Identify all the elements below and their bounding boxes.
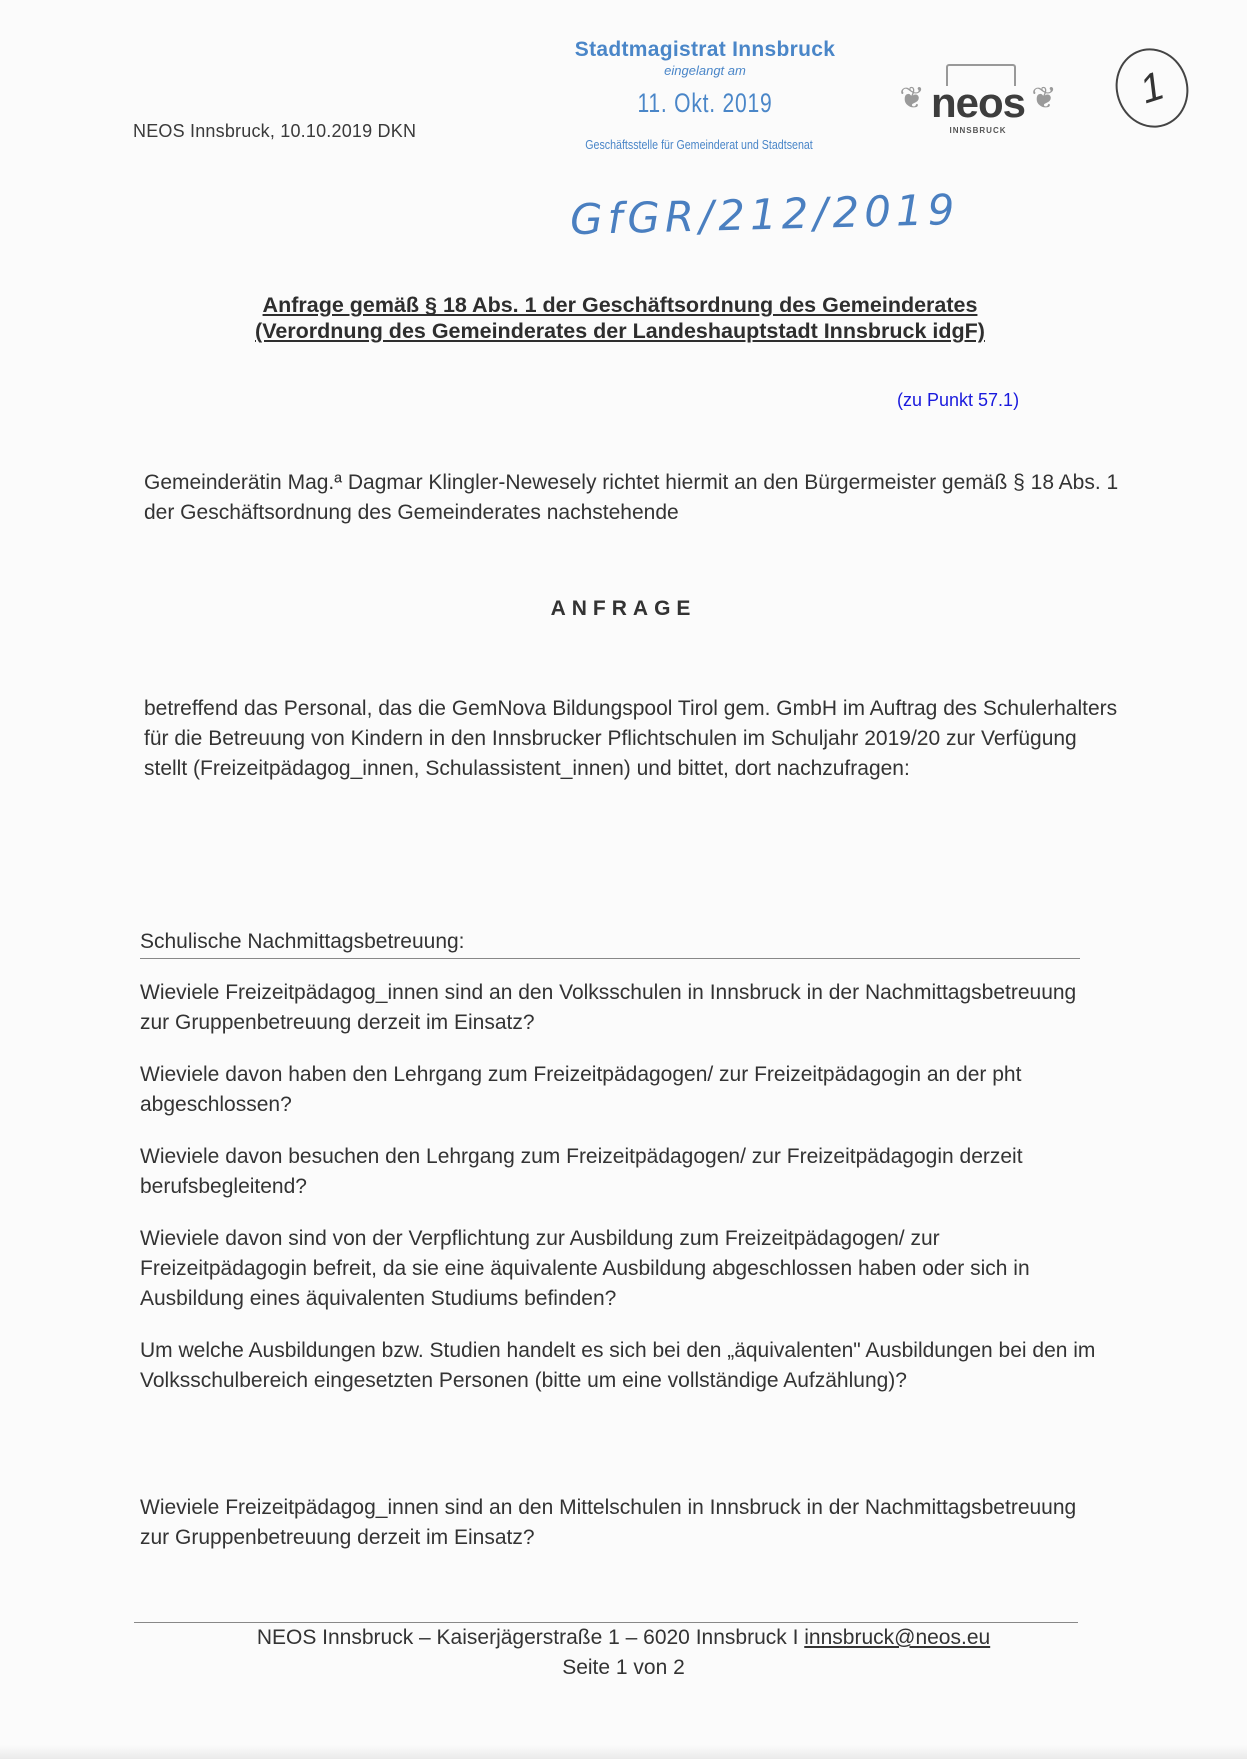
title-line-2: (Verordnung des Gemeinderates der Landeshauptstadt Innsbruck idgF)	[255, 319, 985, 343]
circled-page-number: 1	[1105, 39, 1198, 137]
neos-logo	[898, 60, 1058, 146]
footer-divider	[134, 1622, 1078, 1623]
section-heading: Schulische Nachmittagsbetreuung:	[140, 930, 1080, 959]
question-3: Wieviele davon besuchen den Lehrgang zum Freizeitpädagogen/ zur Freizeitpädagogin derzeit berufsbegleitend?	[140, 1145, 1023, 1198]
question-1: Wieviele Freizeitpädagog_innen sind an den Volksschulen in Innsbruck in der Nachmittagsbetreuung zur Gruppenbetreuung derzeit im Einsatz?	[140, 981, 1077, 1034]
stamp-office: Geschäftsstelle für Gemeinderat und Stadtsenat	[585, 137, 813, 152]
stamp-organization: Stadtmagistrat Innsbruck	[574, 38, 836, 61]
question-4: Wieviele davon sind von der Verpflichtung zur Ausbildung zum Freizeitpädagogen/ zur Freizeitpädagogin befreit, da sie eine äquivalente Ausbildung abgeschlossen haben oder sich in Ausbildung eines äquivalenten Studiums befinden?	[140, 1227, 1030, 1310]
laurel-right-icon: ❦	[1031, 82, 1057, 115]
stamp-received-label: eingelangt am	[664, 63, 746, 78]
scan-edge	[0, 1745, 1247, 1759]
question-2: Wieviele davon haben den Lehrgang zum Freizeitpädagogen/ zur Freizeitpädagogin an der pht abgeschlossen?	[140, 1063, 1022, 1116]
stamp-date: 11. Okt. 2019	[637, 88, 773, 118]
anfrage-heading: ANFRAGE	[550, 597, 697, 620]
handwritten-reference: GfGR/212/2019	[569, 184, 960, 245]
footer-address	[0, 1626, 1247, 1650]
title-line-1: Anfrage gemäß § 18 Abs. 1 der Geschäftsordnung des Gemeinderates	[262, 293, 978, 317]
document-title	[130, 292, 1110, 344]
question-5: Um welche Ausbildungen bzw. Studien handelt es sich bei den „äquivalenten" Ausbildungen bei den im Volksschulbereich eingesetzten Personen (bitte um eine vollständige Aufzählung)?	[140, 1339, 1096, 1392]
intro-paragraph: Gemeinderätin Mag.ª Dagmar Klingler-Newesely richtet hiermit an den Bürgermeister gemäß § 18 Abs. 1 der Geschäftsordnung des Gemeinderates nachstehende	[144, 471, 1119, 524]
laurel-left-icon: ❦	[899, 82, 925, 115]
subject-paragraph: betreffend das Personal, das die GemNova Bildungspool Tirol gem. GmbH im Auftrag des Schulerhalters für die Betreuung von Kindern in den Innsbrucker Pflichtschulen im Schuljahr 2019/20 zur Verfügung stellt (Freizeitpädagog_innen, Schulassistent_innen) und bittet, dort nachzufragen:	[144, 697, 1118, 780]
footer-email-link[interactable]: innsbruck@neos.eu	[804, 1626, 991, 1649]
received-stamp	[540, 38, 870, 152]
logo-subtitle: INNSBRUCK	[949, 126, 1007, 135]
sender-line: NEOS Innsbruck, 10.10.2019 DKN	[133, 121, 417, 141]
logo-wordmark: neos	[930, 79, 1026, 126]
question-6: Wieviele Freizeitpädagog_innen sind an den Mittelschulen in Innsbruck in der Nachmittagsbetreuung zur Gruppenbetreuung derzeit im Einsatz?	[140, 1496, 1077, 1549]
page-number: Seite 1 von 2	[562, 1656, 685, 1679]
agenda-reference: (zu Punkt 57.1)	[897, 390, 1020, 410]
footer-address-text: NEOS Innsbruck – Kaiserjägerstraße 1 – 6020 Innsbruck I	[256, 1626, 805, 1649]
